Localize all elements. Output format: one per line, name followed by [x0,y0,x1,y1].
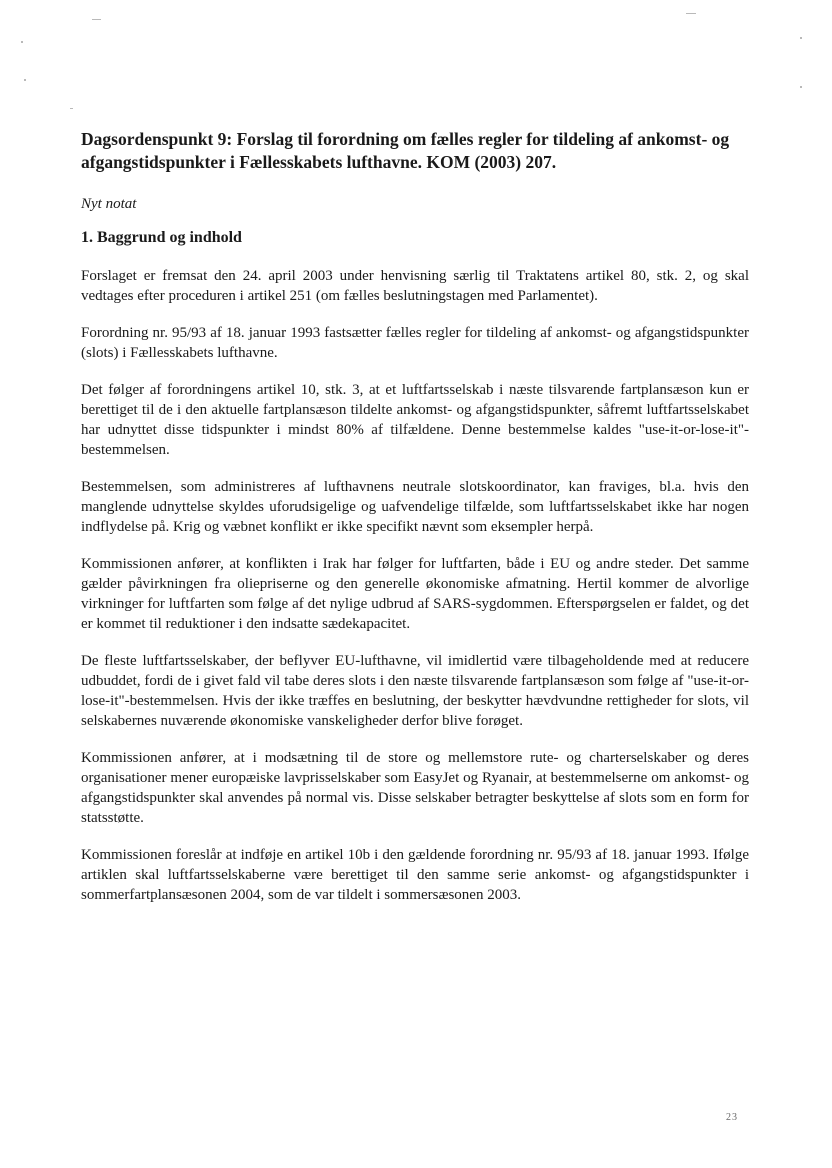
scan-speck [21,41,23,43]
paragraph: De fleste luftfartsselskaber, der beflyver EU-lufthavne, vil imidlertid være tilbageholdende med at reducere udbuddet, fordi de i givet fald vil tabe deres slots i den næste tilsvarende fartplansæson som følge af "use-it-or-lose-it"-bestemmelsen. Hvis der ikke træffes en beslutning, der beskytter hævdvundne rettigheder for slots, vil selskabernes nuværende økonomiske vanskeligheder derfor blive forøget. [81,653,749,729]
scan-speck [92,19,101,20]
document-body [81,128,749,905]
paragraph: Kommissionen foreslår at indføje en artikel 10b i den gældende forordning nr. 95/93 af 18. januar 1993. Ifølge artiklen skal luftfartsselskaberne være berettiget til den samme serie ankomst- og afgangstidspunkter i sommerfartplansæsonen 2004, som de var tildelt i sommersæsonen 2003. [81,847,749,903]
page-number: 23 [726,1112,738,1123]
scan-speck [686,13,696,14]
paragraph: Kommissionen anfører, at i modsætning til de store og mellemstore rute- og charterselskaber og deres organisationer mener europæiske lavprisselskaber som EasyJet og Ryanair, at bestemmelserne om ankomst- og afgangstidspunkter skal anvendes på normal vis. Disse selskaber betragter beskyttelse af slots som en form for statsstøtte. [81,750,749,826]
scan-speck [70,108,73,109]
paragraph: Kommissionen anfører, at konflikten i Irak har følger for luftfarten, både i EU og andre steder. Det samme gælder påvirkningen fra oliepriserne og den generelle økonomiske afmatning. Hertil kommer de alvorlige virkninger for luftfarten som følge af det nylige udbrud af SARS-sygdommen. Efterspørgselen er faldet, og det er kommet til reduktioner i den indsatte sædekapacitet. [81,556,749,632]
document-title: Dagsordenspunkt 9: Forslag til forordning om fælles regler for tildeling af ankomst- og afgangstidspunkter i Fællesskabets lufthavne. KOM (2003) 207. [81,129,730,172]
section-heading: 1. Baggrund og indhold [81,229,242,246]
paragraph: Forordning nr. 95/93 af 18. januar 1993 fastsætter fælles regler for tildeling af ankomst- og afgangstidspunkter (slots) i Fællesskabets lufthavne. [81,325,749,361]
paragraph: Forslaget er fremsat den 24. april 2003 under henvisning særlig til Traktatens artikel 80, stk. 2, og skal vedtages efter proceduren i artikel 251 (om fælles beslutningstagen med Parlamentet). [81,268,749,304]
paragraph: Bestemmelsen, som administreres af lufthavnens neutrale slotskoordinator, kan fraviges, bl.a. hvis den manglende udnyttelse skyldes uforudsigelige og uafvendelige tilfælde, som luftfartsselskabet ikke har nogen indflydelse på. Krig og væbnet konflikt er ikke specifikt nævnt som eksempler herpå. [81,479,749,535]
scan-speck [800,37,802,39]
document-subtitle: Nyt notat [81,196,137,212]
scan-speck [800,86,802,88]
scan-speck [24,79,26,81]
paragraph: Det følger af forordningens artikel 10, stk. 3, at et luftfartsselskab i næste tilsvarende fartplansæson kun er berettiget til de i den aktuelle fartplansæson tildelte ankomst- og afgangstidspunkter, såfremt luftfartsselskabet har udnyttet disse tidspunkter i mindst 80% af tilfældene. Denne bestemmelse kaldes "use-it-or-lose-it"-bestemmelsen. [81,382,749,458]
